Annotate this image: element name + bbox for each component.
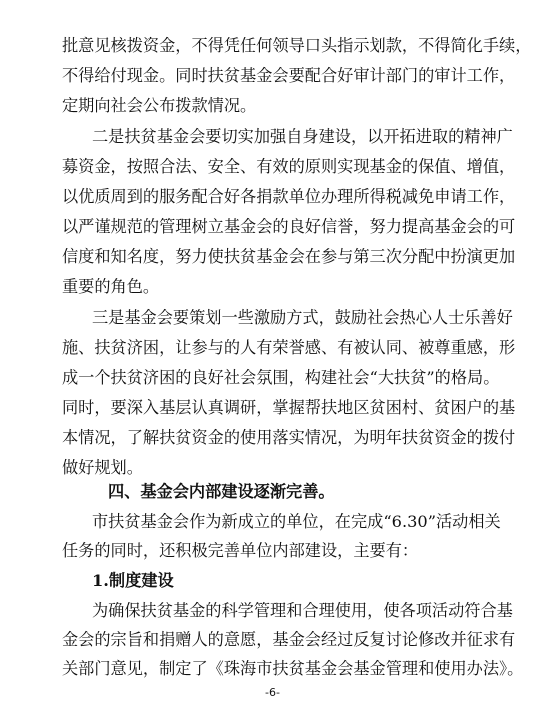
- text-line: 金会的宗旨和捐赠人的意愿，基金会经过反复讨论修改并征求有: [62, 630, 516, 649]
- text-line: 关部门意见，制定了《珠海市扶贫基金会基金管理和使用办法》。: [62, 659, 524, 678]
- text-line: 定期向社会公布拨款情况。: [62, 96, 257, 115]
- paragraph-first-line: 为确保扶贫基金的科学管理和合理使用，使各项活动符合基: [92, 601, 513, 620]
- paragraph-first-line: 二是扶贫基金会要切实加强自身建设，以开拓进取的精神广: [92, 127, 513, 146]
- text-line: 募资金，按照合法、安全、有效的原则实现基金的保值、增值，: [62, 157, 516, 176]
- text-line: 成一个扶贫济困的良好社会氛围，构建社会“大扶贫”的格局。: [62, 368, 500, 387]
- paragraph-first-line: 市扶贫基金会作为新成立的单位，在完成“6.30”活动相关: [92, 512, 501, 531]
- text-line: 以严谨规范的管理树立基金会的良好信誉，努力提高基金会的可: [62, 217, 516, 236]
- text-line: 同时，要深入基层认真调研，掌握帮扶地区贫困村、贫困户的基: [62, 398, 516, 417]
- text-line: 批意见核拨资金，不得凭任何领导口头指示划款，不得简化手续，: [62, 36, 532, 55]
- paragraph-first-line: 三是基金会要策划一些激励方式，鼓励社会热心人士乐善好: [92, 308, 513, 327]
- text-line: 本情况，了解扶贫资金的使用落实情况，为明年扶贫资金的拨付: [62, 428, 516, 447]
- text-line: 重要的角色。: [62, 277, 160, 296]
- subsection-heading: 1.制度建设: [92, 571, 174, 590]
- text-line: 任务的同时，还积极完善单位内部建设，主要有：: [62, 541, 419, 560]
- text-line: 信度和知名度，努力使扶贫基金会在参与第三次分配中扮演更加: [62, 247, 516, 266]
- text-line: 不得给付现金。同时扶贫基金会要配合好审计部门的审计工作，: [62, 66, 516, 85]
- text-line: 做好规划。: [62, 458, 143, 477]
- page-number: -6-: [265, 686, 280, 699]
- text-line: 施、扶贫济困，让参与的人有荣誉感、有被认同、被尊重感，形: [62, 338, 516, 357]
- text-line: 以优质周到的服务配合好各捐款单位办理所得税减免申请工作，: [62, 187, 516, 206]
- section-heading: 四、基金会内部建设逐渐完善。: [108, 482, 335, 501]
